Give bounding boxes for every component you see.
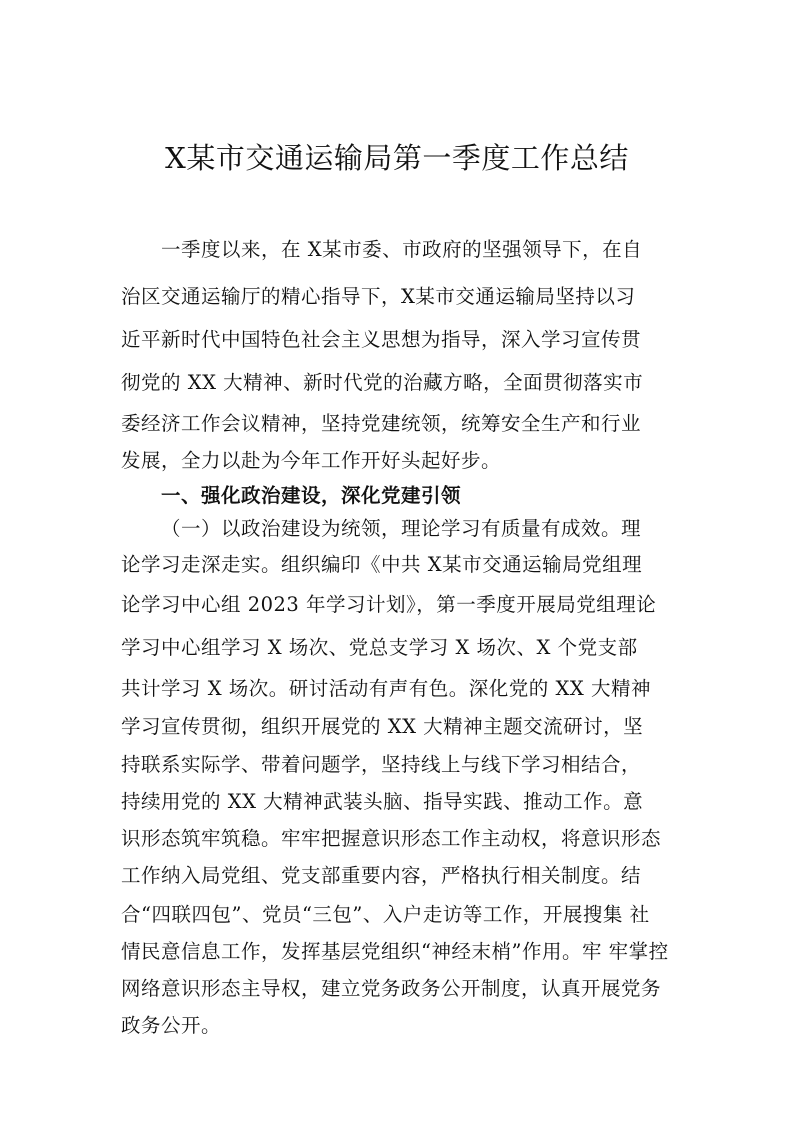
body-line: 工作纳入局党组、党支部重要内容，严格执行相关制度。结 (121, 864, 642, 887)
body-line: 识形态筑牢筑稳。牢牢把握意识形态工作主动权，将意识形态 (121, 827, 662, 850)
body-line: 学习宣传贯彻，组织开展党的 XX 大精神主题交流研讨，坚 (121, 715, 644, 738)
document-title: X某市交通运输局第一季度工作总结 (165, 141, 629, 175)
subsection-line: （一）以政治建设为统领，理论学习有质量有成效。理 (161, 517, 642, 540)
body-line: 论学习走深走实。组织编印《中共 X某市交通运输局党组理 (121, 553, 643, 576)
body-line: 网络意识形态主导权，建立党务政务公开制度，认真开展党务 (121, 977, 662, 1000)
body-line: 持续用党的 XX 大精神武装头脑、指导实践、推动工作。意 (121, 790, 644, 813)
body-line: 彻党的 XX 大精神、新时代党的治藏方略，全面贯彻落实市 (121, 371, 644, 394)
body-line: 论学习中心组 2023 年学习计划》，第一季度开展局党组理论 (121, 593, 657, 616)
body-line: 近平新时代中国特色社会主义思想为指导，深入学习宣传贯 (121, 328, 642, 351)
section-heading: 一、强化政治建设，深化党建引领 (161, 484, 462, 507)
body-line: 治区交通运输厅的精心指导下，X某市交通运输局坚持以习 (121, 285, 636, 308)
body-line: 持联系实际学、带着问题学，坚持线上与线下学习相结合， (121, 753, 642, 776)
body-line: 委经济工作会议精神，坚持党建统领，统筹安全生产和行业 (121, 412, 642, 435)
body-line: 学习中心组学习 X 场次、党总支学习 X 场次、X 个党支部 (121, 636, 638, 659)
body-line: 情民意信息工作，发挥基层党组织“神经末梢”作用。牢 牢掌控 (121, 940, 669, 963)
body-line: 政务公开。 (121, 1014, 222, 1037)
body-line: 发展，全力以赴为今年工作开好头起好步。 (121, 449, 502, 472)
body-line: 共计学习 X 场次。研讨活动有声有色。深化党的 XX 大精神 (121, 677, 651, 700)
body-line: 一季度以来，在 X某市委、市政府的坚强领导下，在自 (161, 238, 643, 261)
body-line: 合“四联四包”、党员“三包”、入户走访等工作，开展搜集 社 (121, 903, 650, 926)
